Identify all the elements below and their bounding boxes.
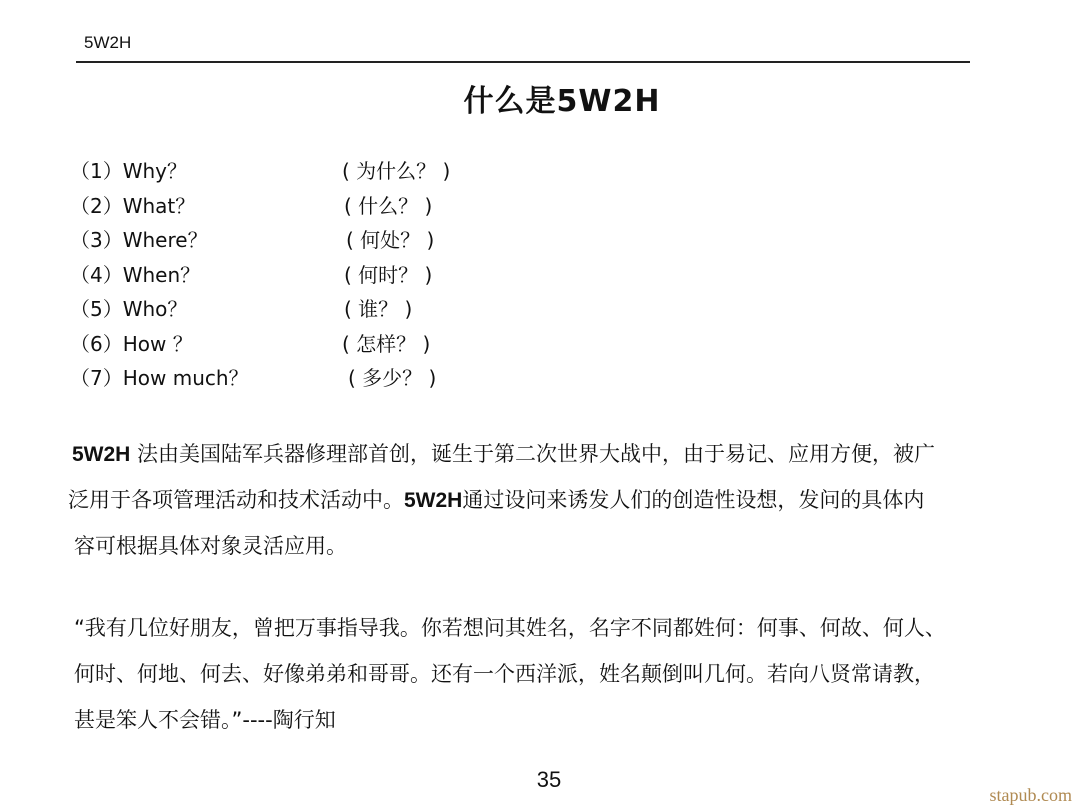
question-chinese: ( 怎样？ ) [342, 331, 431, 356]
page-number: 35 [536, 767, 562, 792]
list-item [70, 189, 530, 224]
quote-line-1: “我有几位好朋友，曾把万事指导我。你若想问其姓名，名字不同都姓何：何事、何故、何人、 [74, 616, 946, 640]
list-item [70, 292, 530, 327]
question-chinese: ( 何处？ ) [346, 228, 435, 252]
intro-text: 法由美国陆军兵器修理部首创，诞生于第二次世界大战中，由于易记、应用方便，被广 [130, 442, 936, 466]
intro-line-1 [72, 431, 935, 478]
question-english: （7）How much？ [70, 366, 249, 390]
intro-text: 通过设问来诱发人们的创造性设想，发问的具体内 [462, 488, 925, 512]
list-item [70, 223, 530, 258]
list-item [70, 154, 530, 189]
term-5w2h: 5W2H [72, 443, 131, 466]
question-english: （3）Where？ [70, 228, 208, 252]
intro-line-2 [68, 477, 924, 524]
list-item [70, 258, 530, 293]
question-english: （2）What？ [70, 193, 196, 218]
question-chinese: ( 谁？ ) [344, 297, 413, 321]
watermark: stapub.com [989, 785, 1072, 805]
question-list [70, 154, 530, 396]
header-divider [76, 61, 970, 63]
term-5w2h: 5W2H [404, 489, 463, 512]
intro-text: 容可根据具体对象灵活应用。 [74, 534, 347, 558]
question-chinese: ( 何时？ ) [344, 262, 433, 287]
question-english: （6）How ？ [70, 331, 193, 356]
intro-line-3 [74, 523, 347, 569]
question-english: （4）When？ [70, 262, 201, 287]
list-item [70, 361, 530, 396]
question-chinese: ( 为什么？ ) [342, 159, 451, 183]
header-label: 5W2H [84, 33, 132, 52]
question-chinese: ( 什么？ ) [344, 193, 433, 218]
question-english: （1）Why？ [70, 159, 188, 183]
question-english: （5）Who？ [70, 297, 188, 321]
intro-text: 泛用于各项管理活动和技术活动中。 [68, 488, 404, 512]
quote-line-2: 何时、何地、何去、好像弟弟和哥哥。还有一个西洋派，姓名颠倒叫几何。若向八贤常请教， [74, 662, 935, 686]
question-chinese: ( 多少？ ) [348, 366, 437, 390]
list-item [70, 327, 530, 362]
page-title: 什么是5W2H [463, 84, 661, 119]
quote-line-3: 甚是笨人不会错。”----陶行知 [74, 708, 336, 732]
